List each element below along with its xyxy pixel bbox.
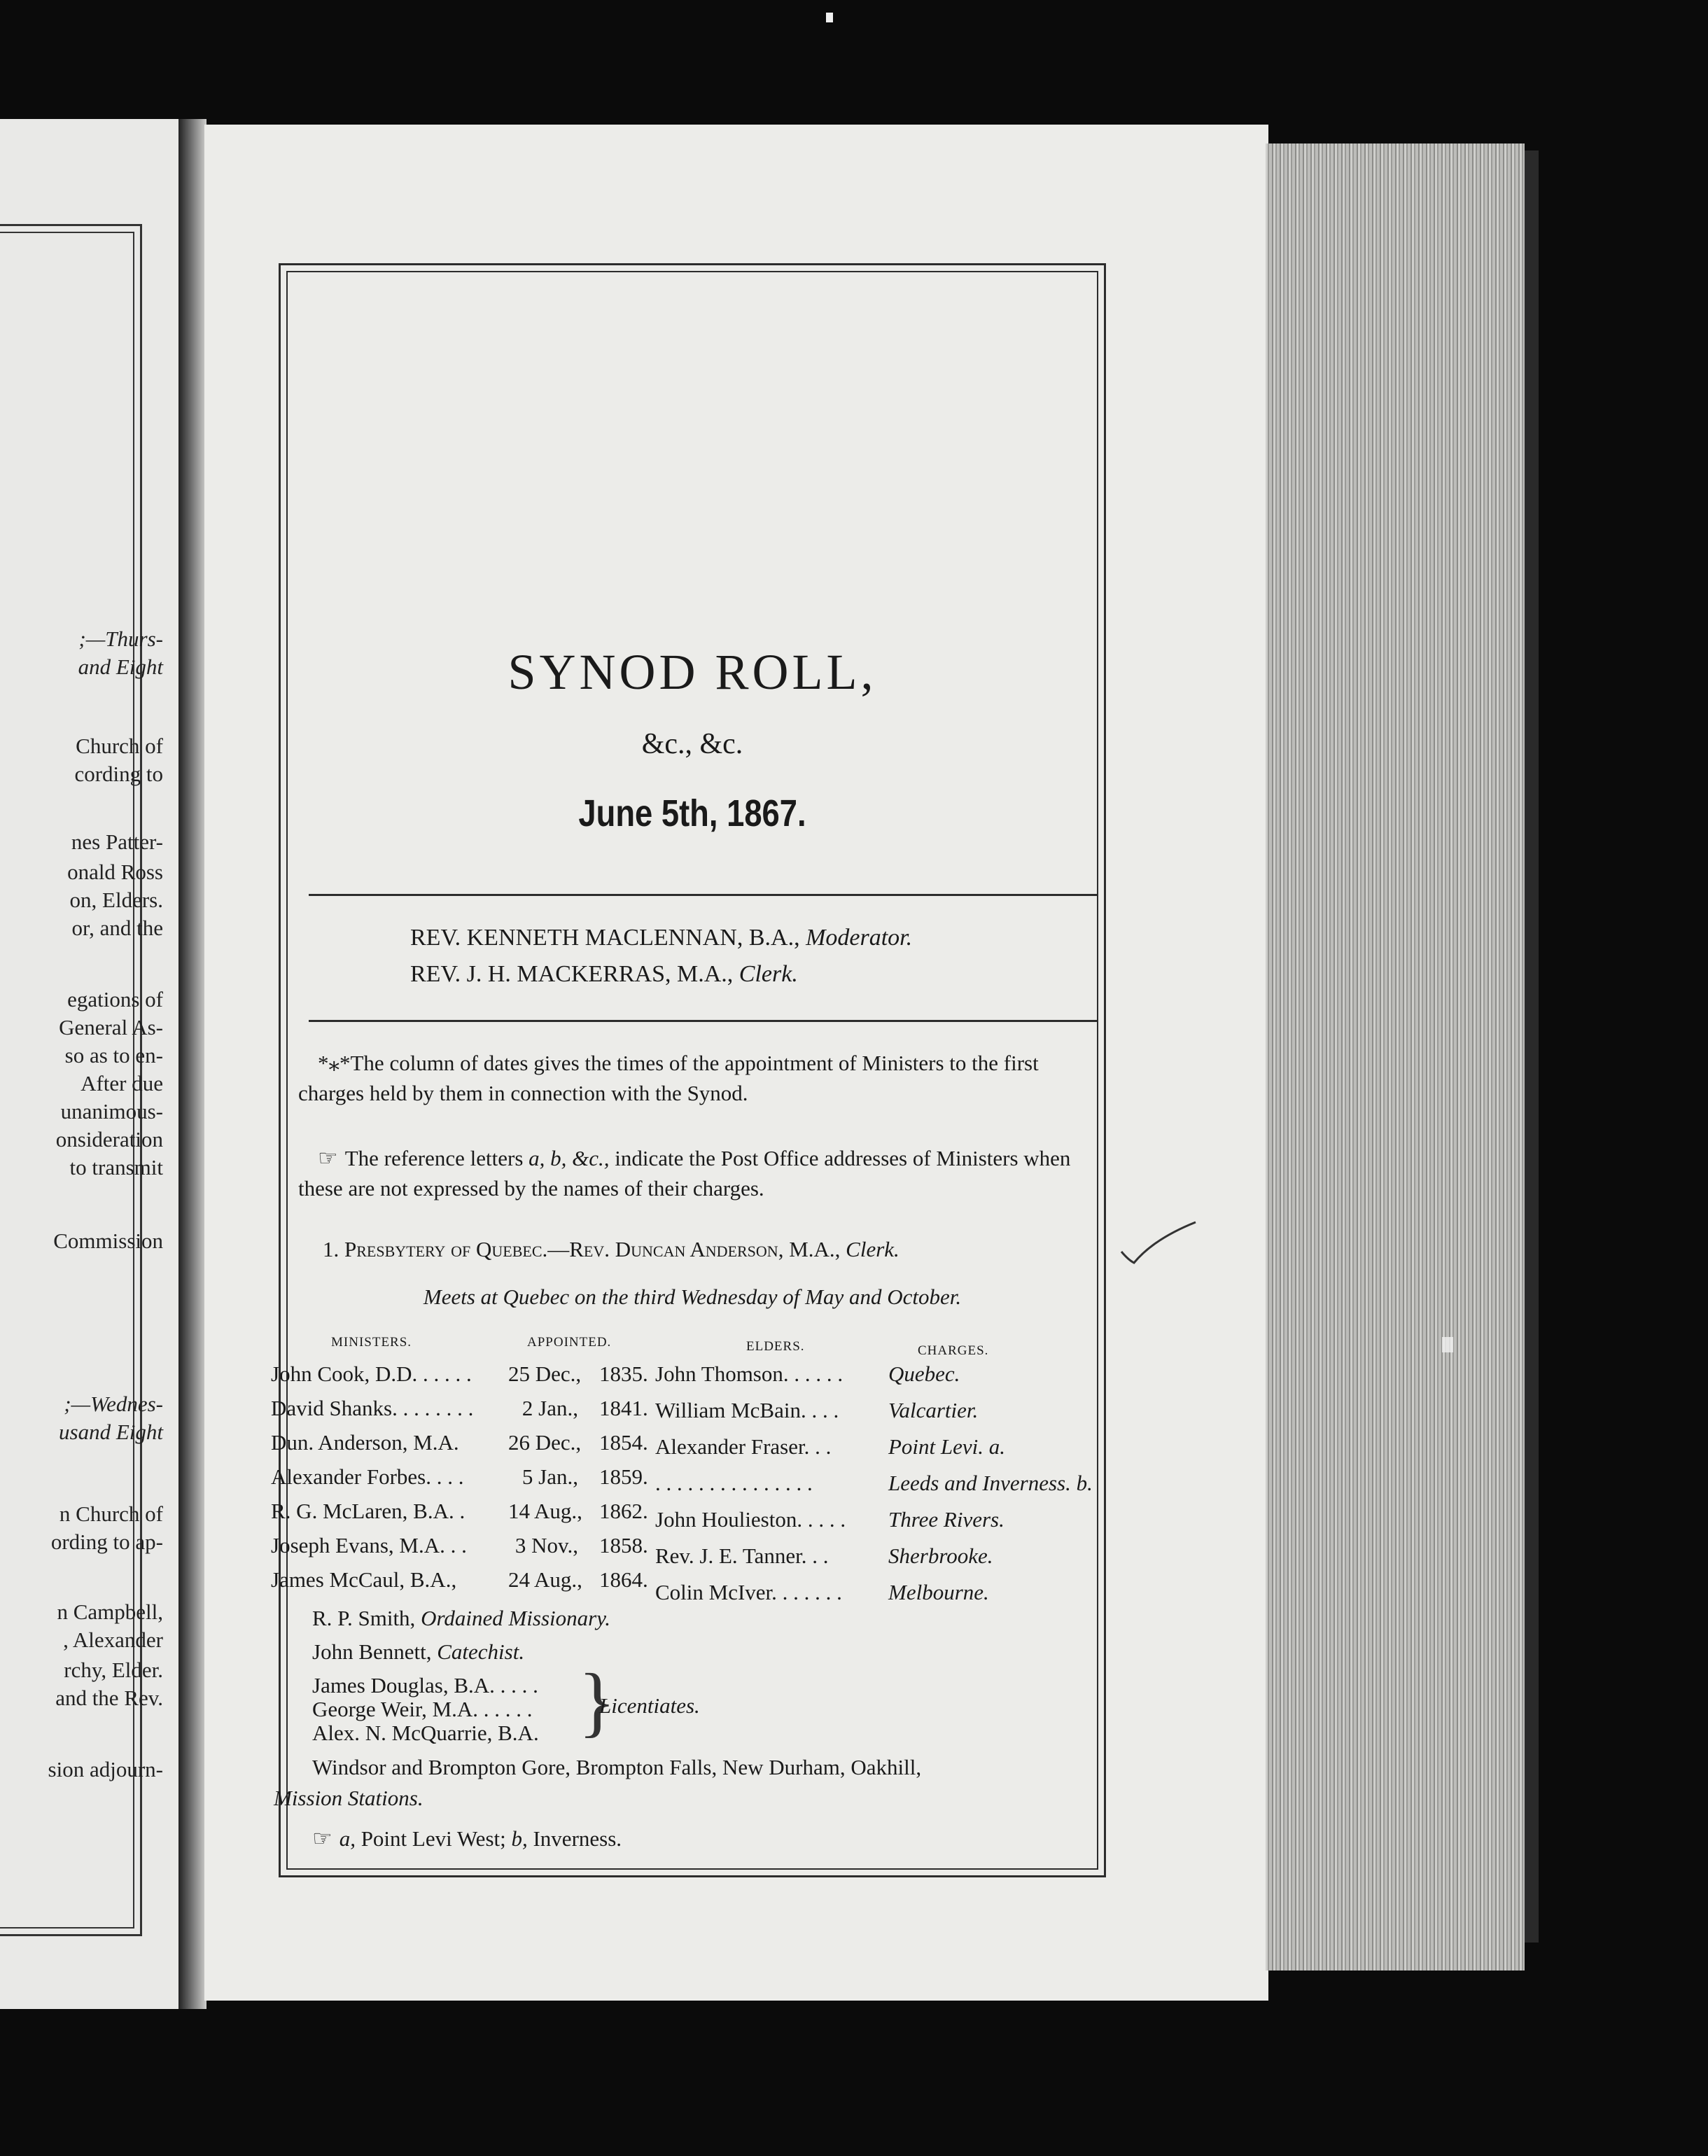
presbytery-meets: Meets at Quebec on the third Wednesday of May and October.: [423, 1284, 962, 1309]
reference-note-pre: The reference letters: [344, 1146, 524, 1170]
left-page-line: , Alexander: [63, 1628, 163, 1652]
missionary-line: [312, 1606, 610, 1631]
roll-elder-cell: Alexander Fraser. . .: [655, 1434, 832, 1459]
roll-charge-cell: Point Levi. a.: [888, 1434, 1006, 1459]
roll-day-cell: 5 Jan.,: [522, 1464, 578, 1489]
roll-elder-cell: John Houlieston. . . . .: [655, 1507, 846, 1532]
header-elders: ELDERS.: [746, 1339, 805, 1354]
left-page-line: unanimous-: [60, 1099, 163, 1124]
left-page-line: and the Rev.: [55, 1686, 163, 1710]
left-page-line: onsideration: [55, 1127, 163, 1152]
reference-note: [298, 1143, 1089, 1203]
roll-day-cell: 14 Aug.,: [508, 1499, 582, 1523]
left-page-line: ;—Thurs-: [78, 626, 163, 651]
film-speck: [826, 13, 833, 22]
left-page-line: or, and the: [71, 916, 163, 940]
left-page-line: rchy, Elder.: [64, 1658, 163, 1682]
film-speck: [1442, 1337, 1453, 1352]
catechist-line: [312, 1639, 524, 1665]
roll-day-cell: 26 Dec.,: [508, 1430, 582, 1455]
footnote-a-text: Point Levi West;: [360, 1826, 512, 1851]
left-page-line: n Campbell,: [57, 1600, 163, 1624]
footnote-line: [312, 1825, 622, 1851]
licentiates-list: [312, 1674, 539, 1745]
roll-elder-cell: John Thomson. . . . . .: [655, 1362, 844, 1386]
presbytery-name: Presbytery of Quebec.: [344, 1237, 548, 1261]
licentiates-label: Licentiates.: [599, 1693, 700, 1718]
dates-note-text: The column of dates gives the times of the appointment of Ministers to the first charges held by them in connection with the Synod.: [298, 1051, 1039, 1105]
roll-minister-cell: Alexander Forbes. . . .: [271, 1464, 464, 1489]
roll-minister-cell: James McCaul, B.A.,: [271, 1567, 457, 1592]
roll-elder-cell: . . . . . . . . . . . . . . .: [655, 1471, 813, 1495]
roll-year-cell: 1841.: [599, 1396, 648, 1420]
left-page-line: nes Patter-: [71, 830, 163, 854]
roll-charge-cell: Sherbrooke.: [888, 1544, 993, 1568]
roll-elder-cell: Colin McIver. . . . . . .: [655, 1580, 842, 1604]
left-page-line: ;—Wednes-: [64, 1392, 163, 1416]
roll-charge-cell: Leeds and Inverness. b.: [888, 1471, 1093, 1495]
roll-elder-cell: Rev. J. E. Tanner. . .: [655, 1544, 829, 1568]
catechist-role: Catechist.: [437, 1639, 525, 1664]
page-subtitle: &c., &c.: [641, 728, 743, 760]
moderator-role: Moderator.: [806, 925, 913, 951]
roll-minister-cell: Dun. Anderson, M.A.: [271, 1430, 459, 1455]
roll-minister-cell: R. G. McLaren, B.A. .: [271, 1499, 465, 1523]
roll-elder-cell: William McBain. . . .: [655, 1398, 839, 1422]
clerk-name: REV. J. H. MACKERRAS, M.A.,: [410, 961, 734, 987]
presbytery-clerk-role: Clerk.: [846, 1237, 899, 1261]
missionary-role: Ordained Missionary.: [421, 1606, 611, 1630]
footnote-letter-b: b,: [511, 1826, 533, 1851]
left-page: [0, 119, 178, 2009]
licentiate-item: Alex. N. McQuarrie, B.A.: [312, 1721, 539, 1745]
pencil-check-mark: [1119, 1218, 1203, 1281]
divider-top: [309, 894, 1097, 896]
roll-day-cell: 3 Nov.,: [514, 1533, 578, 1558]
roll-minister-cell: Joseph Evans, M.A. . .: [271, 1533, 467, 1558]
dates-note: [298, 1048, 1089, 1108]
roll-year-cell: 1854.: [599, 1430, 648, 1455]
page-edges: [1266, 144, 1525, 1970]
left-page-line: and Eight: [78, 654, 163, 679]
page-date: June 5th, 1867.: [578, 792, 806, 834]
roll-charge-cell: Quebec.: [888, 1362, 960, 1386]
mission-stations-line: Windsor and Brompton Gore, Brompton Falls, New Durham, Oakhill,: [312, 1755, 922, 1779]
left-page-line: to transmit: [69, 1155, 163, 1180]
roll-charge-cell: Melbourne.: [888, 1580, 989, 1604]
reference-letters: a, b, &c.,: [528, 1146, 610, 1170]
header-appointed: APPOINTED.: [527, 1335, 612, 1350]
header-charges: CHARGES.: [918, 1343, 989, 1358]
page-title: SYNOD ROLL,: [507, 644, 877, 700]
missionary-name: R. P. Smith,: [312, 1606, 416, 1630]
left-page-line: After due: [80, 1071, 163, 1096]
roll-charge-cell: Valcartier.: [888, 1398, 979, 1422]
book-gutter: [178, 119, 206, 2009]
left-page-line: cording to: [74, 762, 163, 786]
roll-year-cell: 1859.: [599, 1464, 648, 1489]
roll-minister-cell: David Shanks. . . . . . . .: [271, 1396, 474, 1420]
mission-stations-label: Mission Stations.: [274, 1786, 424, 1810]
left-page-line: General As-: [59, 1015, 163, 1040]
left-page-line: on, Elders.: [69, 888, 163, 912]
roll-charge-cell: Three Rivers.: [888, 1507, 1004, 1532]
left-page-line: Church of: [76, 734, 163, 758]
presbytery-heading: [323, 1237, 899, 1262]
clerk-line: [410, 961, 798, 988]
left-page-line: ording to ap-: [50, 1530, 163, 1554]
roll-year-cell: 1862.: [599, 1499, 648, 1523]
pointing-hand-icon: ☞: [318, 1144, 338, 1171]
footnote-letter-a: a,: [339, 1826, 361, 1851]
licentiate-item: George Weir, M.A. . . . . .: [312, 1697, 533, 1721]
presbytery-clerk: —Rev. Duncan Anderson, M.A.,: [547, 1237, 841, 1261]
roll-year-cell: 1835.: [599, 1362, 648, 1386]
left-page-line: onald Ross: [67, 860, 163, 884]
roll-day-cell: 2 Jan.,: [522, 1396, 578, 1420]
licentiate-item: James Douglas, B.A. . . . .: [312, 1673, 538, 1698]
pointing-hand-icon: ☞: [312, 1825, 332, 1851]
presbytery-number: 1.: [323, 1237, 340, 1261]
left-page-line: n Church of: [59, 1502, 163, 1526]
reference-note-post: indicate the Post Office addresses of Ministers when these are not expressed by the names of their charges.: [298, 1146, 1071, 1200]
roll-day-cell: 25 Dec.,: [508, 1362, 582, 1386]
footnote-b-text: Inverness.: [533, 1826, 622, 1851]
header-ministers: MINISTERS.: [331, 1335, 412, 1350]
book-cover-edge: [1525, 150, 1539, 1942]
left-page-line: Commission: [53, 1228, 163, 1253]
catechist-name: John Bennett,: [312, 1639, 432, 1664]
moderator-name: REV. KENNETH MACLENNAN, B.A.,: [410, 925, 800, 951]
left-page-line: usand Eight: [59, 1420, 163, 1444]
left-page-line: egations of: [67, 987, 163, 1011]
roll-day-cell: 24 Aug.,: [508, 1567, 582, 1592]
left-page-line: so as to en-: [64, 1043, 163, 1068]
clerk-role: Clerk.: [738, 961, 798, 987]
licentiates-brace: }: [578, 1658, 616, 1745]
divider-bottom: [309, 1020, 1097, 1022]
roll-year-cell: 1864.: [599, 1567, 648, 1592]
left-page-line: sion adjourn-: [48, 1757, 163, 1782]
page-border: [271, 263, 1106, 1877]
roll-minister-cell: John Cook, D.D. . . . . .: [271, 1362, 472, 1386]
roll-year-cell: 1858.: [599, 1533, 648, 1558]
moderator-line: [410, 925, 912, 951]
asterism: *⁎*: [318, 1051, 351, 1075]
